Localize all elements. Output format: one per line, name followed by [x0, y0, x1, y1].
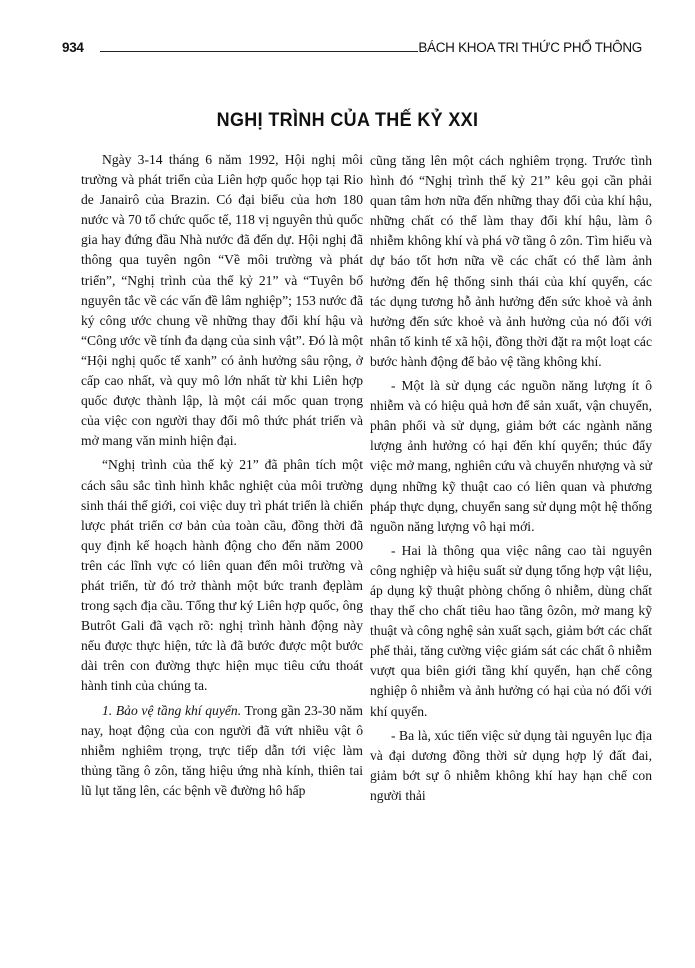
subsection-heading: 1. Bảo vệ tầng khí quyển. — [102, 702, 242, 718]
body-paragraph: Ngày 3-14 tháng 6 năm 1992, Hội nghị môi trường và phát triển của Liên hợp quốc họp tại Rio de Janairô của Brazin. Có đại biểu của hơn 180 nước và 70 tổ chức quốc tế, 118 vị nguyên thủ quốc gia hay đứng đầu Nhà nước đã đến dự. Hội nghị đã thông qua tuyên ngôn “Về môi trường và phát triển”, “Nghị trình của thế kỷ 21” và “Tuyên bố nguyên tắc về các vấn đề lâm nghiệp”; 153 nước đã ký công ước chung về những thay đổi khí hậu và “Công ước về tính đa dạng của sinh vật”. Đó là một “Hội nghị quốc tế xanh” có ảnh hưởng sâu rộng, ở cấp cao nhất, và quy mô lớn nhất từ khi Liên hợp quốc được thành lập, là một cái mốc quan trọng của việc con người thay đổi mô thức phát triển và mở mang văn minh hiện đại. — [81, 152, 363, 449]
body-paragraph-continued: cũng tăng lên một cách nghiêm trọng. Trước tình hình đó “Nghị trình thế kỷ 21” kêu gọi cần phải quan tâm hơn nữa đến những thay đổi của khí hậu, những chất có thể làm thay đổi khí hậu, làm ô nhiễm không khí và phá vỡ tầng ô zôn. Tìm hiểu và dự báo tốt hơn nữa về các chất có thể làm ảnh hưởng đến hệ thống sinh thái của khí quyển, các tác dụng tương hỗ ảnh hưởng đến sức khoẻ và ảnh hưởng đến sức khoẻ và ảnh hưởng của nó đối với nhân tố kinh tế xã hội, đồng thời đặt ra một loạt các bước hành động để bảo vệ tầng không khí. — [370, 153, 652, 369]
subsection-text: Trong gần 23-30 năm nay, hoạt động của con người đã vứt nhiều vật ô nhiễm nghiêm trọng, trực tiếp dẫn tới việc làm thủng tầng ô zôn, tăng hiệu ứng nhà kính, thiên tai lũ lụt tăng lên, các bệnh về đường hô hấp — [81, 702, 363, 798]
chapter-title: NGHỊ TRÌNH CỦA THẾ KỶ XXI — [216, 109, 479, 131]
list-paragraph: - Ba là, xúc tiến việc sử dụng tài nguyên lục địa và đại dương đồng thời sử dụng hợp lý đất đai, giảm bớt sự ô nhiễm không khí hay hạn chế con người thải — [370, 727, 652, 803]
running-title: BÁCH KHOA TRI THỨC PHỔ THÔNG — [418, 40, 642, 55]
list-paragraph: - Một là sử dụng các nguồn năng lượng ít ô nhiễm và có hiệu quả hơn để sản xuất, vận chuyển, phân phối và sử dụng, giảm bớt các ngành năng lượng ảnh hưởng có hại đến khí quyển; thúc đẩy việc mở mang, nghiên cứu và chuyển nhượng và sử dụng những kỹ thuật cao có liên quan và phương pháp thực dụng, chuyển sang sử dụng một hệ thống nguồn năng lượng vô hại mới. — [370, 378, 652, 534]
right-column — [370, 151, 652, 810]
page-number: 934 — [62, 40, 84, 55]
header-rule — [100, 51, 418, 52]
list-paragraph: - Hai là thông qua việc nâng cao tài nguyên công nghiệp và hiệu suất sử dụng tổng hợp vật liệu, áp dụng kỹ thuật phòng chống ô nhiễm, dùng chất thay thế cho chất tiêu hao tầng ôzôn, mở mang kỹ thuật và công nghệ sản xuất sạch, giảm bớt các chất phế thải, tăng cường việc giám sát các chất ô nhiễm vượt qua biên giới tầng khí quyển, hạn chế công nghiệp ô nhiễm và ảnh hưởng có hại của nó đối với khí quyển. — [370, 542, 652, 719]
page-header — [62, 40, 642, 60]
left-column — [81, 150, 363, 805]
body-paragraph: “Nghị trình của thế kỷ 21” đã phân tích một cách sâu sắc tình hình khắc nghiệt của môi trường sinh thái thế giới, coi việc duy trì phát triển là chiến lược phát triển cơ bản của toàn cầu, đồng thời đã quy định kế hoạch hành động cho đến năm 2000 trên các lĩnh vực có liên quan đến môi trường và phát triển, từ đó trở thành một bức tranh đẹplàm trong sạch địa cầu. Tổng thư ký Liên hợp quốc, ông Butrôt Gali đã vạch rõ: nghị trình hành động này nếu được thực hiện, tức là đã bước được một bước dài trên con đường thực hiện mục tiêu cứu thoát hành tinh của chúng ta. — [81, 457, 363, 694]
subsection-paragraph — [81, 701, 363, 801]
